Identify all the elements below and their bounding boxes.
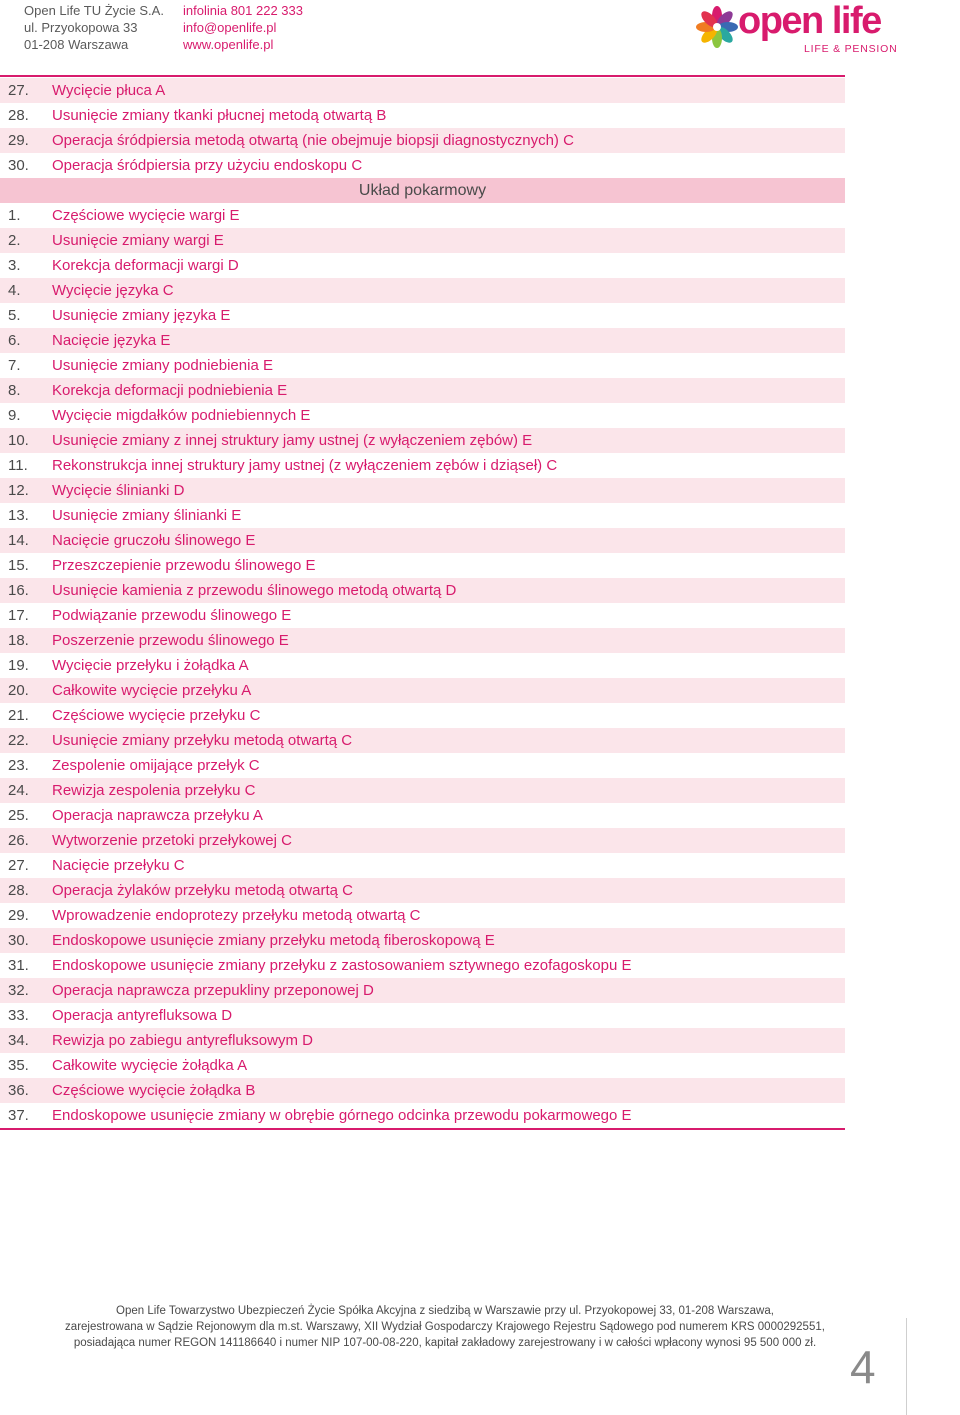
procedure-label: Endoskopowe usunięcie zmiany w obrębie górnego odcinka przewodu pokarmowego E	[52, 1107, 632, 1124]
row-number: 28.	[8, 107, 29, 124]
procedure-rows	[0, 78, 845, 1128]
table-row	[0, 1003, 845, 1028]
table-row	[0, 78, 845, 103]
procedure-label: Usunięcie zmiany podniebienia E	[52, 357, 273, 374]
procedure-table	[0, 78, 845, 1130]
table-row	[0, 303, 845, 328]
row-number: 13.	[8, 507, 29, 524]
procedure-label: Usunięcie zmiany przełyku metodą otwartą C	[52, 732, 353, 749]
row-number: 2.	[8, 232, 21, 249]
table-row	[0, 978, 845, 1003]
legal-footer	[60, 1303, 830, 1351]
table-row	[0, 428, 845, 453]
table-row	[0, 828, 845, 853]
section-heading: Układ pokarmowy	[358, 182, 487, 199]
table-row	[0, 103, 845, 128]
row-number: 25.	[8, 807, 29, 824]
table-row	[0, 703, 845, 728]
table-row	[0, 253, 845, 278]
table-row	[0, 803, 845, 828]
procedure-label: Całkowite wycięcie przełyku A	[52, 682, 252, 699]
table-row	[0, 728, 845, 753]
row-number: 4.	[8, 282, 21, 299]
procedure-label: Usunięcie zmiany ślinianki E	[52, 507, 242, 524]
page-number: 4	[850, 1341, 876, 1393]
procedure-label: Rekonstrukcja innej struktury jamy ustnej (z wyłączeniem zębów i dziąseł) C	[52, 457, 558, 474]
footer-line-2: zarejestrowana w Sądzie Rejonowym dla m.st. Warszawy, XII Wydział Gospodarczy Krajowego Rejestru Sądowego pod numerem KRS 0000292551,	[65, 1321, 825, 1333]
row-number: 8.	[8, 382, 21, 399]
table-row	[0, 653, 845, 678]
row-number: 18.	[8, 632, 29, 649]
table-row	[0, 228, 845, 253]
procedure-label: Częściowe wycięcie żołądka B	[52, 1082, 256, 1099]
row-number: 36.	[8, 1082, 29, 1099]
row-number: 35.	[8, 1057, 29, 1074]
procedure-label: Usunięcie zmiany języka E	[52, 307, 231, 324]
footer-line-1: Open Life Towarzystwo Ubezpieczeń Życie Spółka Akcyjna z siedzibą w Warszawie przy ul. Przyokopowej 33, 01-208 Warszawa,	[116, 1305, 774, 1317]
procedure-label: Nacięcie gruczołu ślinowego E	[52, 532, 256, 549]
procedure-label: Operacja żylaków przełyku metodą otwartą C	[52, 882, 353, 899]
row-number: 29.	[8, 907, 29, 924]
row-number: 29.	[8, 132, 29, 149]
table-row	[0, 278, 845, 303]
row-number: 22.	[8, 732, 29, 749]
procedure-label: Korekcja deformacji podniebienia E	[52, 382, 288, 399]
row-number: 11.	[8, 457, 28, 474]
procedure-label: Wycięcie języka C	[52, 282, 174, 299]
row-number: 26.	[8, 832, 29, 849]
procedure-label: Częściowe wycięcie wargi E	[52, 207, 240, 224]
table-row	[0, 528, 845, 553]
procedure-label: Rewizja po zabiegu antyrefluksowym D	[52, 1032, 313, 1049]
procedure-label: Operacja naprawcza przełyku A	[52, 807, 263, 824]
row-number: 17.	[8, 607, 29, 624]
row-number: 27.	[8, 82, 29, 99]
company-name: Open Life TU Życie S.A.	[24, 3, 164, 18]
procedure-label: Endoskopowe usunięcie zmiany przełyku z zastosowaniem sztywnego ezofagoskopu E	[52, 957, 632, 974]
procedure-label: Usunięcie zmiany z innej struktury jamy ustnej (z wyłączeniem zębów) E	[52, 432, 533, 449]
procedure-label: Usunięcie zmiany wargi E	[52, 232, 224, 249]
procedure-label: Całkowite wycięcie żołądka A	[52, 1057, 248, 1074]
page-header	[0, 0, 960, 80]
procedure-label: Częściowe wycięcie przełyku C	[52, 707, 261, 724]
procedure-label: Operacja śródpiersia przy użyciu endoskopu C	[52, 157, 363, 174]
row-number: 6.	[8, 332, 21, 349]
table-row	[0, 1103, 845, 1128]
procedure-label: Nacięcie języka E	[52, 332, 171, 349]
procedure-label: Operacja naprawcza przepukliny przeponowej D	[52, 982, 374, 999]
email-link[interactable]: info@openlife.pl	[183, 20, 277, 35]
procedure-label: Nacięcie przełyku C	[52, 857, 185, 874]
table-row	[0, 603, 845, 628]
table-row	[0, 878, 845, 903]
table-row	[0, 153, 845, 178]
table-row	[0, 378, 845, 403]
row-number: 1.	[8, 207, 21, 224]
table-row	[0, 453, 845, 478]
contact-info	[183, 2, 303, 53]
company-city: 01-208 Warszawa	[24, 37, 129, 52]
row-number: 34.	[8, 1032, 29, 1049]
procedure-label: Rewizja zespolenia przełyku C	[52, 782, 256, 799]
procedure-label: Endoskopowe usunięcie zmiany przełyku metodą fiberoskopową E	[52, 932, 495, 949]
table-row	[0, 903, 845, 928]
flower-logo-icon	[694, 4, 740, 50]
row-number: 32.	[8, 982, 29, 999]
section-heading-row	[0, 178, 845, 203]
table-row	[0, 1078, 845, 1103]
table-row	[0, 203, 845, 228]
procedure-label: Korekcja deformacji wargi D	[52, 257, 239, 274]
table-bottom-divider	[0, 1128, 845, 1130]
header-divider	[0, 75, 845, 77]
row-number: 31.	[8, 957, 29, 974]
row-number: 14.	[8, 532, 29, 549]
table-row	[0, 553, 845, 578]
procedure-label: Wycięcie ślinianki D	[52, 482, 185, 499]
row-number: 12.	[8, 482, 29, 499]
procedure-label: Usunięcie zmiany tkanki płucnej metodą otwartą B	[52, 107, 387, 124]
row-number: 30.	[8, 157, 29, 174]
row-number: 21.	[8, 707, 29, 724]
procedure-label: Poszerzenie przewodu ślinowego E	[52, 632, 289, 649]
table-row	[0, 753, 845, 778]
row-number: 27.	[8, 857, 29, 874]
row-number: 28.	[8, 882, 29, 899]
procedure-label: Wycięcie przełyku i żołądka A	[52, 657, 249, 674]
table-row	[0, 778, 845, 803]
procedure-label: Operacja antyrefluksowa D	[52, 1007, 233, 1024]
procedure-label: Podwiązanie przewodu ślinowego E	[52, 607, 292, 624]
procedure-label: Wycięcie płuca A	[52, 82, 166, 99]
procedure-label: Wytworzenie przetoki przełykowej C	[52, 832, 292, 849]
procedure-label: Operacja śródpiersia metodą otwartą (nie obejmuje biopsji diagnostycznych) C	[52, 132, 574, 149]
table-row	[0, 853, 845, 878]
table-row	[0, 1053, 845, 1078]
table-row	[0, 353, 845, 378]
company-street: ul. Przyokopowa 33	[24, 20, 138, 35]
row-number: 20.	[8, 682, 29, 699]
table-row	[0, 478, 845, 503]
company-address	[24, 2, 164, 53]
table-row	[0, 628, 845, 653]
row-number: 37.	[8, 1107, 29, 1124]
procedure-label: Wprowadzenie endoprotezy przełyku metodą otwartą C	[52, 907, 421, 924]
row-number: 23.	[8, 757, 29, 774]
row-number: 5.	[8, 307, 21, 324]
table-row	[0, 328, 845, 353]
row-number: 7.	[8, 357, 21, 374]
footer-line-3: posiadająca numer REGON 141186640 i numer NIP 107-00-08-220, kapitał zakładowy zarejestrowany i w całości wpłacony wynosi 95 500 000 zł.	[73, 1337, 817, 1349]
website-link[interactable]: www.openlife.pl	[183, 37, 274, 52]
logo-tagline: LIFE & PENSION	[804, 43, 898, 55]
openlife-logo	[694, 0, 898, 55]
row-number: 33.	[8, 1007, 29, 1024]
row-number: 30.	[8, 932, 29, 949]
row-number: 19.	[8, 657, 29, 674]
row-number: 9.	[8, 407, 21, 424]
hotline-text: infolinia 801 222 333	[183, 3, 303, 18]
row-number: 24.	[8, 782, 29, 799]
table-row	[0, 503, 845, 528]
procedure-label: Wycięcie migdałków podniebiennych E	[52, 407, 311, 424]
procedure-label: Przeszczepienie przewodu ślinowego E	[52, 557, 316, 574]
logo-wordmark: open life	[738, 0, 881, 42]
table-row	[0, 678, 845, 703]
table-row	[0, 403, 845, 428]
procedure-label: Usunięcie kamienia z przewodu ślinowego metodą otwartą D	[52, 582, 457, 599]
page-number-divider	[906, 1318, 907, 1415]
row-number: 15.	[8, 557, 29, 574]
table-row	[0, 128, 845, 153]
row-number: 3.	[8, 257, 21, 274]
table-row	[0, 1028, 845, 1053]
procedure-label: Zespolenie omijające przełyk C	[52, 757, 260, 774]
table-row	[0, 578, 845, 603]
row-number: 16.	[8, 582, 29, 599]
table-row	[0, 953, 845, 978]
table-row	[0, 928, 845, 953]
row-number: 10.	[8, 432, 29, 449]
